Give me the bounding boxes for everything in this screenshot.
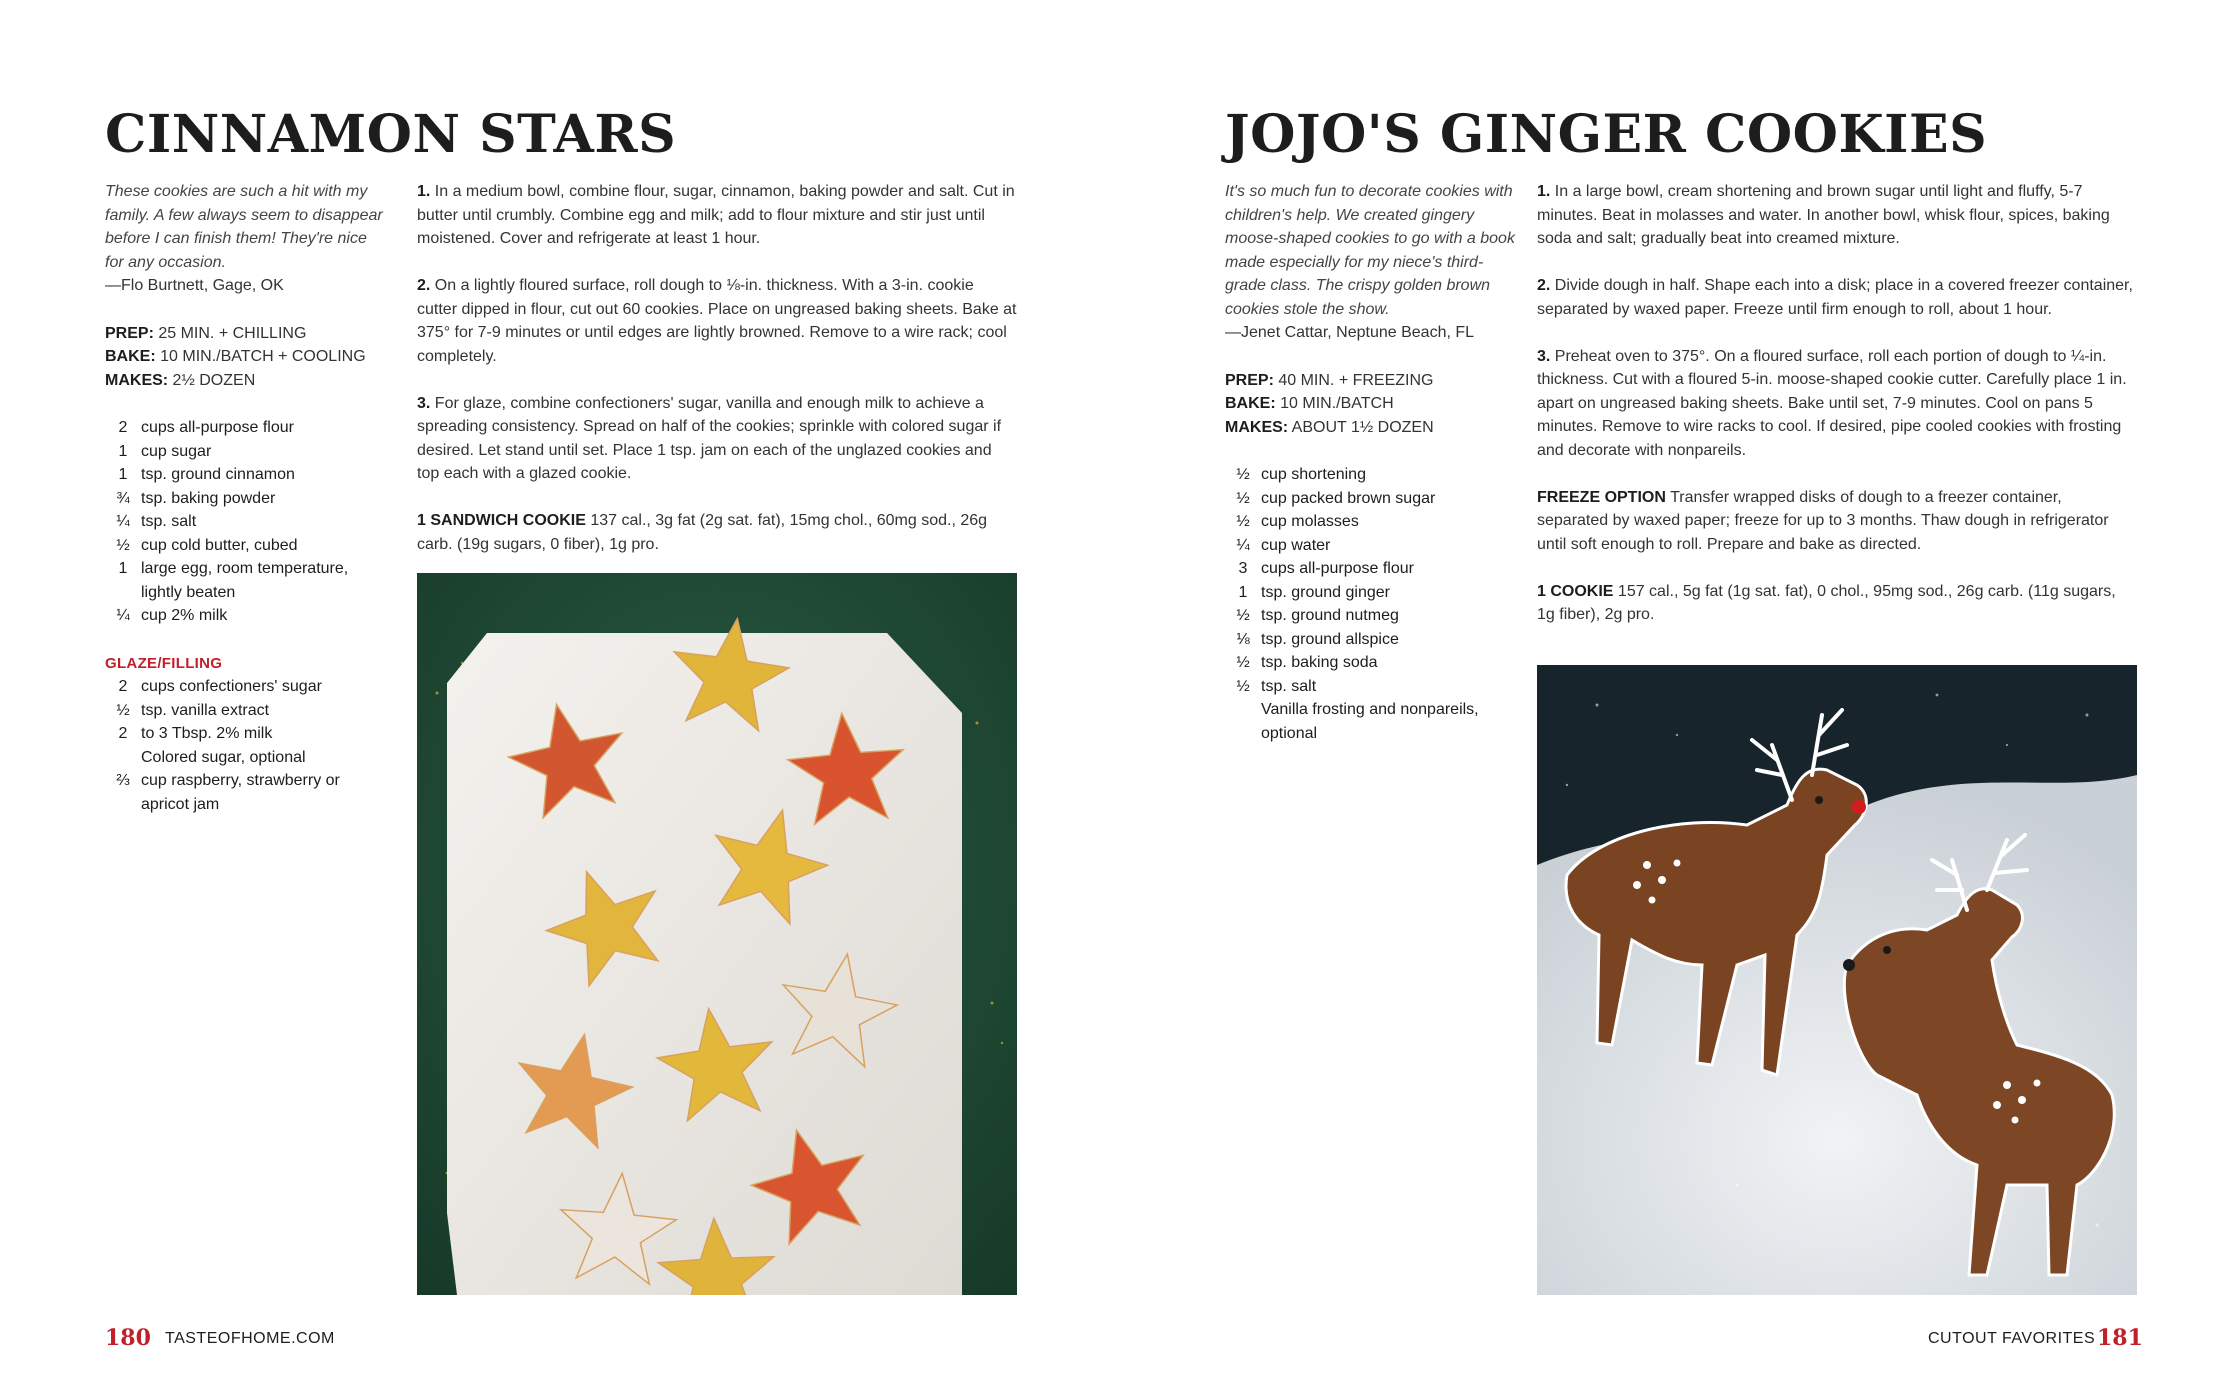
ingredient-item: 1 tsp. ground cinnamon [118,466,295,483]
recipe-meta [105,322,387,393]
ingredient-item: Vanilla frosting and nonpareils, optional [1261,701,1479,742]
ingredient-item: 1 cup sugar [118,442,212,460]
ginger-cookies-photo [1537,665,2137,1295]
bake-time: BAKE: 10 MIN./BATCH [1225,395,1394,412]
yield: MAKES: 2½ DOZEN [105,371,256,389]
prep-time: PREP: 25 MIN. + CHILLING [105,324,307,342]
direction-step: 2. On a lightly floured surface, roll dough to ⅛-in. thickness. With a 3-in. cookie cutter dipped in flour, cut out 60 cookies. Place on ungreased baking sheets. Bake at 375° for 7-9 minutes or until edges are lightly browned. Remove to a wire rack; cool completely. [417,277,1017,365]
ingredient-item: ¼ tsp. salt [116,513,197,530]
recipe-credit: —Flo Burtnett, Gage, OK [105,277,284,294]
nutrition-facts: 1 COOKIE 157 cal., 5g fat (1g sat. fat), 0 chol., 95mg sod., 26g carb. (11g sugars, 1g fiber), 2g pro. [1537,582,2116,623]
page-number: 180 [105,1325,151,1351]
ingredient-item: ½ cup cold butter, cubed [116,536,298,554]
freeze-option: FREEZE OPTION Transfer wrapped disks of dough to a freezer container, separated by waxed paper; freeze for up to 3 months. Thaw dough in refrigerator until soft enough to roll. Prepare and bake as directed. [1537,488,2109,553]
direction-step: 2. Divide dough in half. Shape each into a disk; place in a covered freezer container, separated by waxed paper. Freeze until firm enough to roll, about 1 hour. [1537,277,2133,318]
recipe-sidebar [1225,180,1515,745]
page-number: 181 [2097,1325,2143,1351]
ingredient-item: ¾ tsp. baking powder [116,489,276,507]
footer-section: CUTOUT FAVORITES [1928,1330,2096,1347]
recipe-directions [1537,180,2137,650]
recipe-intro: It's so much fun to decorate cookies with children's help. We created gingery moose-shaped cookies to go with a book made especially for my niece's third-grade class. The crispy golden brown cookies stole the show. [1225,183,1515,318]
ingredient-item: 1 tsp. ground ginger [1238,583,1390,601]
ingredient-item: 2 cups confectioners' sugar [118,678,322,695]
bake-time: BAKE: 10 MIN./BATCH + COOLING [105,348,366,365]
ingredient-item: ½ cup shortening [1236,466,1366,483]
ingredient-item: 2 cups all-purpose flour [118,419,294,436]
recipe-sidebar [105,180,387,816]
recipe-credit: —Jenet Cattar, Neptune Beach, FL [1225,324,1475,341]
recipe-intro: These cookies are such a hit with my family. A few always seem to disappear before I can finish them! They're nice for any occasion. [105,183,383,271]
ingredient-list [105,416,387,628]
ingredient-item: ½ cup packed brown sugar [1236,489,1436,507]
direction-step: 3. Preheat oven to 375°. On a floured surface, roll each portion of dough to ¼-in. thickness. Cut with a floured 5-in. moose-shaped cookie cutter. Carefully place 1 in. apart on ungreased baking sheets. Bake until set, 7-9 minutes. Cool on pans 5 minutes. Remove to wire racks to cool. If desired, pipe cooled cookies with frosting and decorate with nonpareils. [1537,347,2127,459]
ingredient-item: ½ tsp. ground nutmeg [1236,607,1399,624]
ingredient-item: Colored sugar, optional [141,748,306,766]
footer-site: TASTEOFHOME.COM [165,1330,335,1347]
ingredient-item: ¼ cup water [1236,536,1331,554]
glaze-ingredient-list [105,675,387,816]
prep-time: PREP: 40 MIN. + FREEZING [1225,371,1434,389]
recipe-title: CINNAMON STARS [105,104,677,165]
cinnamon-stars-photo [417,573,1017,1295]
recipe-title: JOJO'S GINGER COOKIES [1225,104,1988,165]
direction-step: 1. In a medium bowl, combine flour, sugar, cinnamon, baking powder and salt. Cut in butter until crumbly. Combine egg and milk; add to flour mixture and stir just until moistened. Cover and refrigerate at least 1 hour. [417,183,1015,247]
ingredient-item: 2 to 3 Tbsp. 2% milk [118,725,273,742]
glaze-heading: GLAZE/FILLING [105,654,223,672]
ingredient-item: ⅛ tsp. ground allspice [1236,630,1399,648]
ingredient-item: 3 cups all-purpose flour [1238,560,1414,577]
ingredient-item: ½ cup molasses [1236,513,1359,530]
right-page [1120,0,2240,1400]
direction-step: 3. For glaze, combine confectioners' sugar, vanilla and enough milk to achieve a spreading consistency. Spread on half of the cookies; sprinkle with colored sugar if desired. Let stand until set. Place 1 tsp. jam on each of the unglazed cookies and top each with a glazed cookie. [417,394,1002,482]
ingredient-item: ½ tsp. vanilla extract [116,701,270,719]
ingredient-list [1225,463,1515,745]
ingredient-item: 1 large egg, room temperature, lightly beaten [118,560,349,601]
ingredient-item: ½ tsp. salt [1236,677,1317,695]
ingredient-item: ¼ cup 2% milk [116,607,228,624]
yield: MAKES: ABOUT 1½ DOZEN [1225,418,1434,436]
recipe-directions [417,180,1017,580]
ingredient-item: ½ tsp. baking soda [1236,654,1378,671]
direction-step: 1. In a large bowl, cream shortening and brown sugar until light and fluffy, 5-7 minutes. Beat in molasses and water. In another bowl, whisk flour, spices, baking soda and salt; gradually beat into creamed mixture. [1537,183,2110,247]
nutrition-facts: 1 SANDWICH COOKIE 137 cal., 3g fat (2g sat. fat), 15mg chol., 60mg sod., 26g carb. (19g sugars, 0 fiber), 1g pro. [417,512,988,553]
ingredient-item: ⅔ cup raspberry, strawberry or apricot jam [116,772,340,813]
recipe-meta [1225,369,1515,440]
